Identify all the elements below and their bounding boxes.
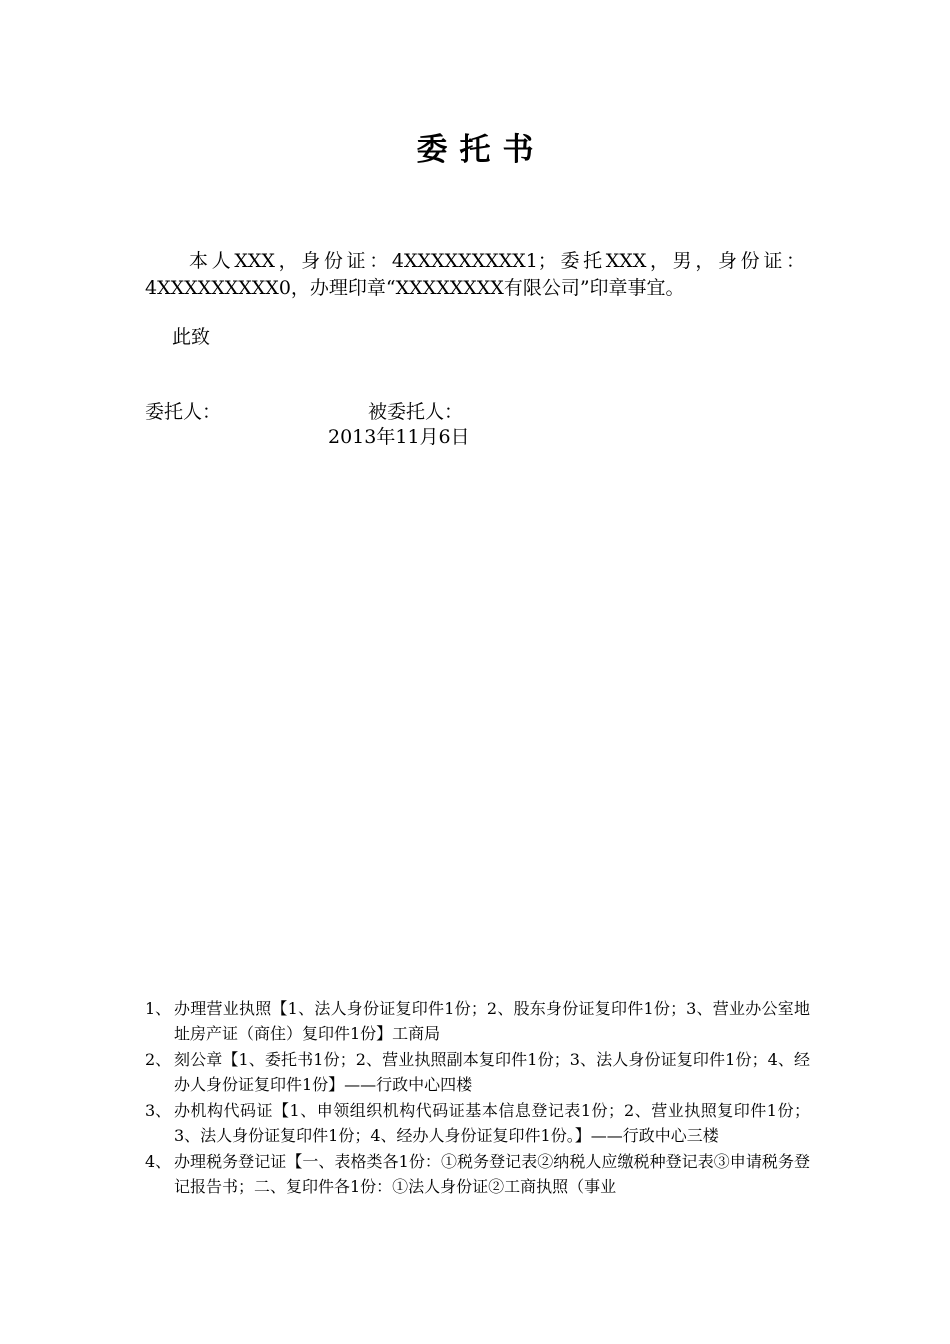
list-item-text: 办理税务登记证【一、表格类各1份：①税务登记表②纳税人应缴税种登记表③申请税务登记报告书；二、复印件各1份：①法人身份证②工商执照（事业 (174, 1152, 810, 1196)
client-signature-label: 委托人： (145, 401, 222, 423)
list-item-number: 3、 (145, 1101, 172, 1120)
body-paragraph: 本人XXX，身份证：4XXXXXXXXX1；委托XXX，男，身份证：4XXXXXXXXX0，办理印章“XXXXXXXX有限公司”印章事宜。 (145, 250, 805, 299)
list-item-text: 刻公章【1、委托书1份；2、营业执照副本复印件1份；3、法人身份证复印件1份；4、经办人身份证复印件1份】——行政中心四楼 (174, 1050, 810, 1094)
salutation: 此致 (172, 326, 211, 348)
list-item (145, 1047, 810, 1097)
list-item-number: 1、 (145, 999, 172, 1018)
notes-list (145, 996, 810, 1200)
list-item-number: 2、 (145, 1050, 172, 1069)
agent-signature-label: 被委托人： (368, 401, 464, 423)
document-title: 委托书 (416, 132, 546, 168)
list-item (145, 1098, 810, 1148)
document-date: 2013年11月6日 (328, 426, 470, 448)
list-item-number: 4、 (145, 1152, 172, 1171)
list-item (145, 1149, 810, 1199)
list-item (145, 996, 810, 1046)
list-item-text: 办理营业执照【1、法人身份证复印件1份；2、股东身份证复印件1份；3、营业办公室地址房产证（商住）复印件1份】工商局 (174, 999, 810, 1043)
list-item-text: 办机构代码证【1、申领组织机构代码证基本信息登记表1份；2、营业执照复印件1份；3、法人身份证复印件1份；4、经办人身份证复印件1份。】——行政中心三楼 (174, 1101, 810, 1145)
